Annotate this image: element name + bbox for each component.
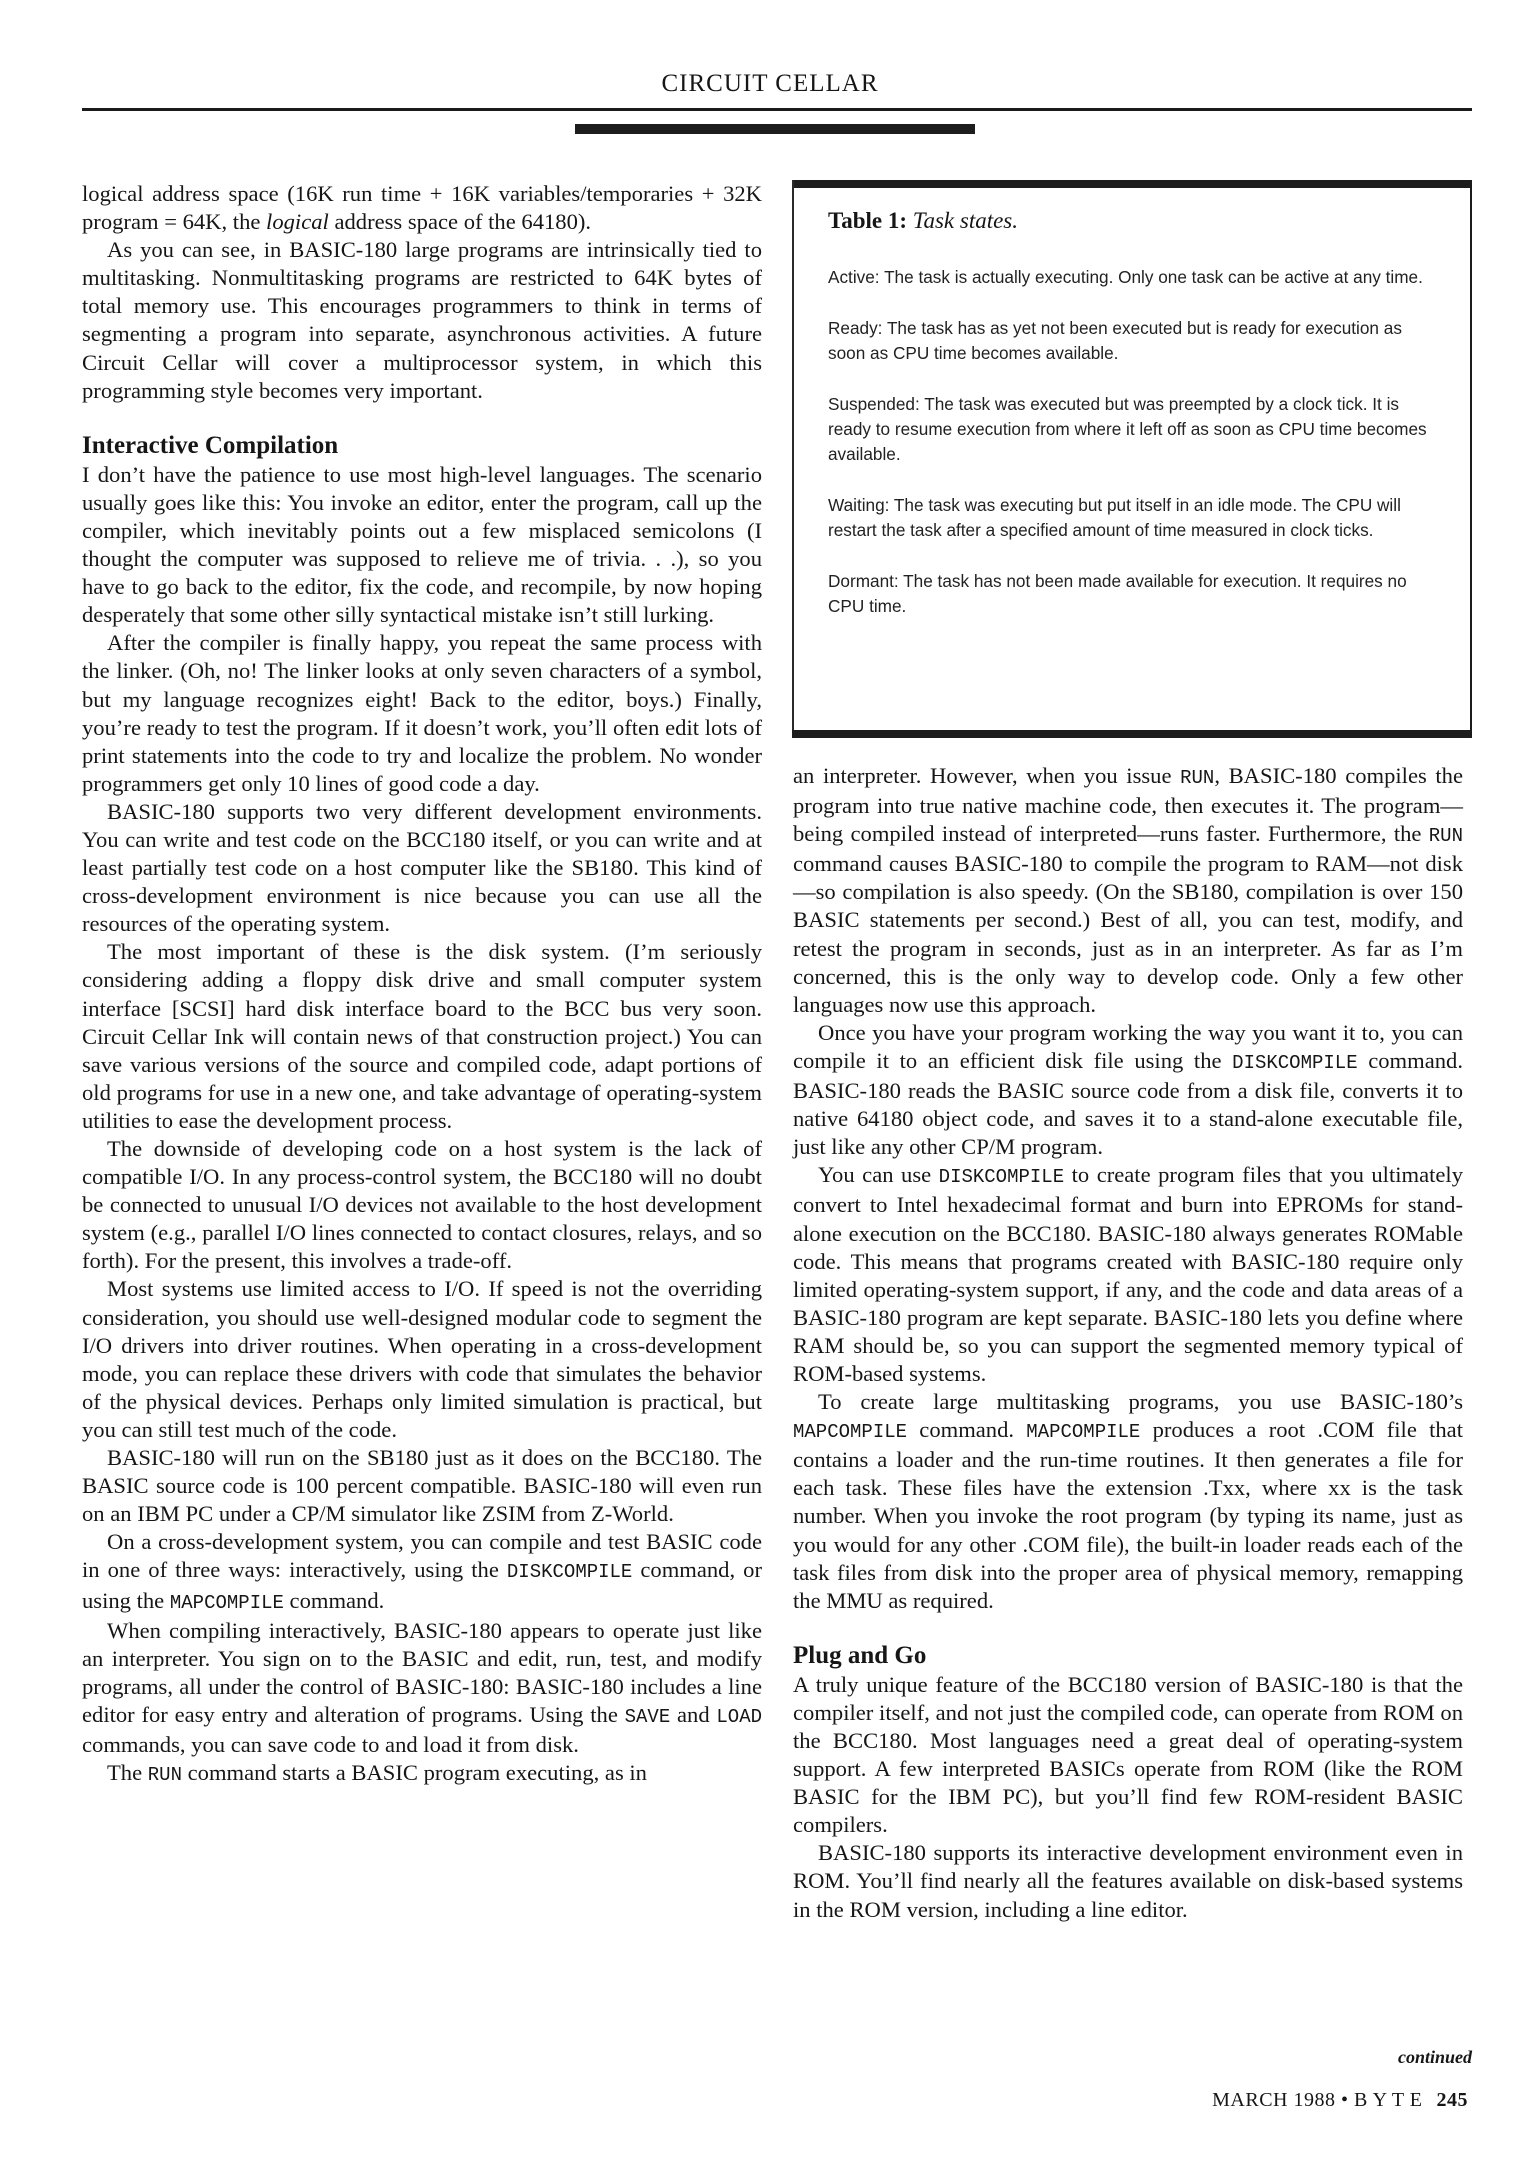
table-entry-active: Active: The task is actually executing. Only one task can be active at any time.: [828, 267, 1423, 287]
paragraph: BASIC-180 supports its interactive development environment even in ROM. You’ll find nearly all the features available on disk-based systems in the ROM version, including a line editor.: [793, 1840, 1463, 1922]
paragraph: an interpreter. However, when you issue RUN, BASIC-180 compiles the program into true native machine code, then executes it. The program—being compiled instead of interpreted—runs faster. Furthermore, the RUN command causes BASIC-180 to compile the program to RAM—not disk—so compilation is also speedy. (On the SB180, compilation is over 150 BASIC statements per second.) Best of all, you can test, modify, and retest the program in seconds, just as in an interpreter. As far as I’m concerned, this is the only way to develop code. Only a few other languages now use this approach.: [793, 763, 1463, 1017]
code-term: RUN: [1180, 767, 1215, 789]
code-term: RUN: [1428, 825, 1463, 848]
code-term: SAVE: [624, 1705, 671, 1728]
paragraph: The downside of developing code on a host system is the lack of compatible I/O. In any process-control system, the BCC180 will no doubt be connected to unusual I/O devices not available to the host development system (e.g., parallel I/O lines connected to contact closures, relays, and so forth). For the present, this involves a trade-off.: [82, 1136, 762, 1274]
code-term: RUN: [147, 1764, 182, 1787]
table-entries: [828, 265, 1438, 645]
right-column: [793, 762, 1463, 1924]
paragraph: To create large multitasking programs, you use BASIC-180’s MAPCOMPILE command. MAPCOMPILE produces a root .COM file that contains a loader and the run-time routines. It then generates a file for each task. These files have the extension .Txx, where xx is the task number. When you invoke the root program (by typing its name, just as you would for any other .COM file), the built-in loader reads each of the task files from disk into the proper area of physical memory, remapping the MMU as required.: [793, 1389, 1463, 1613]
paragraph: The most important of these is the disk system. (I’m seriously considering adding a floppy disk drive and small computer system interface [SCSI] hard disk interface board to the BCC bus very soon. Circuit Cellar Ink will contain news of that construction project.) You can save various versions of the source and compiled code, adapt portions of old programs for use in a new one, and take advantage of operating-system utilities to ease the development process.: [82, 939, 762, 1133]
left-column: [82, 180, 762, 1789]
paragraph: The RUN command starts a BASIC program executing, as in: [107, 1760, 647, 1787]
code-term: MAPCOMPILE: [169, 1591, 284, 1614]
table-entry-dormant: Dormant: The task has not been made available for execution. It requires no CPU time.: [828, 571, 1407, 616]
paragraph: As you can see, in BASIC-180 large programs are intrinsically tied to multitasking. Nonmultitasking programs are restricted to 64K bytes of total memory use. This encourages programmers to think in terms of segmenting a program into separate, asynchronous activities. A future Circuit Cellar will cover a multiprocessor system, in which this programming style becomes very important.: [82, 237, 762, 403]
page-footer: [1212, 2089, 1468, 2112]
page-number: 245: [1436, 2089, 1468, 2111]
code-term: MAPCOMPILE: [1026, 1421, 1141, 1444]
code-term: LOAD: [716, 1705, 763, 1728]
table-task-states: [792, 180, 1472, 738]
table-entry-waiting: Waiting: The task was executing but put itself in an idle mode. The CPU will restart the task after a specified amount of time measured in clock ticks.: [828, 495, 1401, 540]
paragraph: On a cross-development system, you can compile and test BASIC code in one of three ways: interactively, using the DISKCOMPILE command, or using the MAPCOMPILE command.: [82, 1529, 762, 1614]
paragraph: When compiling interactively, BASIC-180 appears to operate just like an interpreter. You sign on to the BASIC and edit, run, test, and modify programs, all under the control of BASIC-180: BASIC-180 includes a line editor for easy entry and alteration of programs. Using the SAVE and LOAD commands, you can save code to and load it from disk.: [82, 1617, 763, 1757]
paragraph: After the compiler is finally happy, you repeat the same process with the linker. (Oh, no! The linker looks at only seven characters of a symbol, but my language recognizes eight! Back to the editor, boys.) Finally, you’re ready to test the program. If it doesn’t work, you’ll often edit lots of print statements into the code to try and localize the problem. No wonder programmers get only 10 lines of good code a day.: [82, 630, 762, 796]
paragraph: BASIC-180 will run on the SB180 just as it does on the BCC180. The BASIC source code is 100 percent compatible. BASIC-180 will even run on an IBM PC under a CP/M simulator like ZSIM from Z-World.: [82, 1445, 762, 1527]
issue-info: MARCH 1988 • B Y T E: [1212, 2089, 1423, 2111]
paragraph: A truly unique feature of the BCC180 version of BASIC-180 is that the compiler itself, and not just the compiled code, can operate from ROM on the BCC180. Most languages need a great deal of operating-system support. A few interpreted BASICs operate from ROM (like the ROM BASIC for the IBM PC), but you’ll find few ROM-resident BASIC compilers.: [793, 1671, 1463, 1838]
code-term: DISKCOMPILE: [1232, 1051, 1358, 1074]
section-heading-interactive-compilation: Interactive Compilation: [82, 431, 339, 459]
paragraph: BASIC-180 supports two very different development environments. You can write and test code on the BCC180 itself, or you can write and at least partially test code on a host computer like the SB180. This kind of cross-development environment is nice because you can use all the resources of the operating system.: [82, 798, 762, 937]
paragraph: I don’t have the patience to use most high-level languages. The scenario usually goes like this: You invoke an editor, enter the program, call up the compiler, which inevitably points out a few misplaced semicolons (I thought the computer was supposed to relieve me of trivia. . .), so you have to go back to the editor, fix the code, and recompile, by now hoping desperately that some other silly syntactical mistake isn’t still lurking.: [82, 461, 762, 628]
section-title: CIRCUIT CELLAR: [661, 70, 879, 97]
paragraph: Most systems use limited access to I/O. If speed is not the overriding consideration, you should use well-designed modular code to segment the I/O drivers into driver routines. When operating in a cross-development mode, you can replace these drivers with code that simulates the behavior of the physical devices. Perhaps only limited simulation is practical, but you can still test much of the code.: [82, 1276, 762, 1442]
header-bar: [575, 124, 975, 134]
code-term: DISKCOMPILE: [938, 1166, 1065, 1189]
code-term: MAPCOMPILE: [793, 1421, 908, 1444]
paragraph: logical address space (16K run time + 16K variables/temporaries + 32K program = 64K, the logical address space of the 64180).: [82, 181, 762, 235]
table-entry-ready: Ready: The task has as yet not been executed but is ready for execution as soon as CPU time becomes available.: [828, 318, 1402, 363]
code-term: DISKCOMPILE: [506, 1561, 633, 1584]
table-title: Table 1: Task states.: [828, 208, 1019, 233]
continued-label: continued: [1397, 2047, 1472, 2067]
paragraph: You can use DISKCOMPILE to create program files that you ultimately convert to Intel hexadecimal format and burn into EPROMs for stand-alone execution on the BCC180. BASIC-180 always generates ROMable code. This means that programs created with BASIC-180 require only limited operating-system support, if any, and the code and data areas of a BASIC-180 program are kept separate. BASIC-180 lets you define where RAM should be, so you can support the segmented memory typical of ROM-based systems.: [793, 1162, 1463, 1386]
section-heading-plug-and-go: Plug and Go: [793, 1641, 927, 1669]
paragraph: Once you have your program working the way you want it to, you can compile it to an efficient disk file using the DISKCOMPILE command. BASIC-180 reads the BASIC source code from a disk file, converts it to native 64180 object code, and saves it to a stand-alone executable file, just like any other CP/M program.: [793, 1019, 1463, 1160]
header-rule: [82, 108, 1472, 111]
table-entry-suspended: Suspended: The task was executed but was preempted by a clock tick. It is ready to resume execution from where it left off as soon as CPU time becomes available.: [828, 394, 1427, 464]
